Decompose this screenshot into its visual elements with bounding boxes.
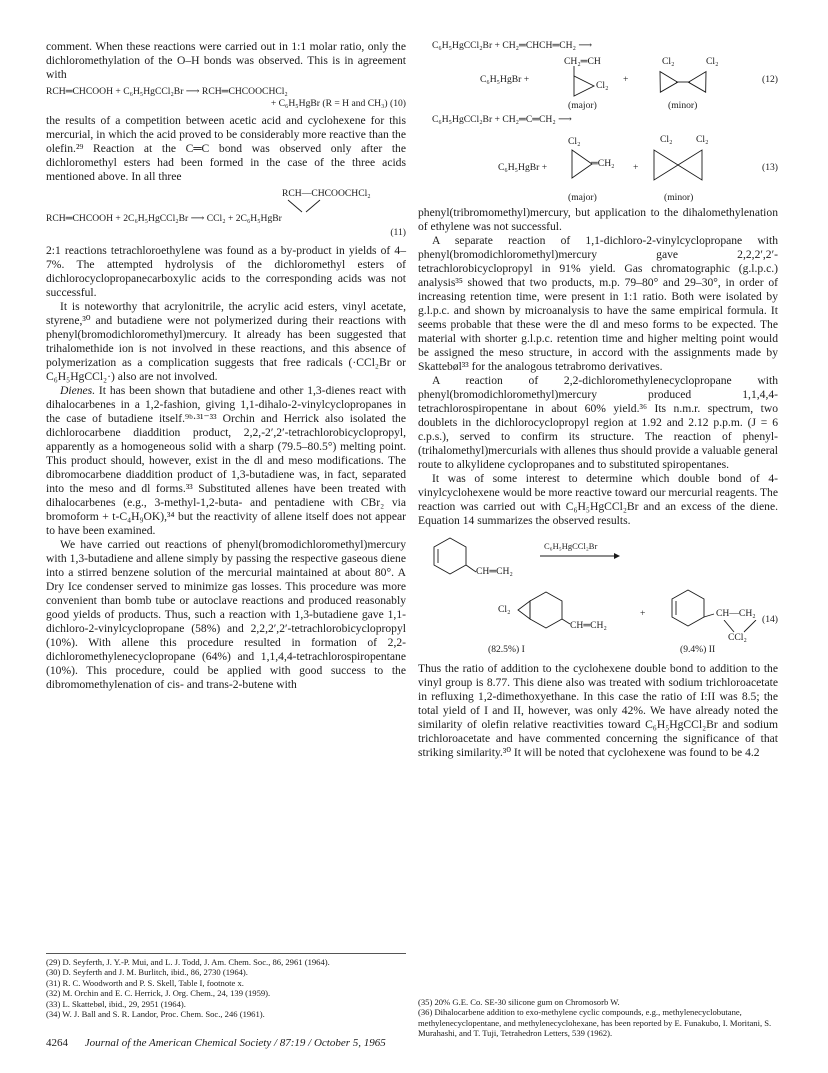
- equation-14-vinyl2: CH═CH₂: [570, 620, 607, 631]
- paragraph-dienes: [46, 384, 406, 538]
- equation-12-prefix: C₆H₅HgBr +: [480, 74, 530, 85]
- equation-13: [418, 114, 778, 206]
- equation-13-cl2c: Cl₂: [696, 134, 709, 145]
- journal-citation: Journal of the American Chemical Society / 87:19 / October 5, 1965: [84, 1037, 386, 1049]
- reaction-arrow-icon: [540, 552, 620, 560]
- equation-14-reagent: C₆H₅HgCCl₂Br: [544, 541, 598, 551]
- page-number: 4264: [46, 1037, 68, 1049]
- footnotes-right: [418, 997, 778, 1039]
- equation-12-cl2c: Cl₂: [706, 56, 719, 67]
- footnote: (35) 20% G.E. Co. SE-30 silicone gum on Chromosorb W.: [418, 997, 620, 1007]
- right-column: [418, 40, 778, 760]
- equation-14: [418, 532, 778, 656]
- left-column: [46, 40, 406, 692]
- equation-14-ch: CH—CH₂: [716, 608, 756, 619]
- paragraph: A reaction of 2,2-dichloromethylenecyclopropane with phenyl(bromodichloromethyl)mercury produced 1,1,4,4-tetrachlorospiropentane in about 60% yield.³⁶ Its n.m.r. spectrum, two doublets in the dichlorocyclopropyl region at 1.92 and 2.12 p.p.m. (J = 6 c.p.s.), served to confirm its structure. The reaction of phenyl-(trihalomethyl)mercurials with allenes thus should provide a valuable general route to alkylidene cyclopropanes and to substituted spiropentanes.: [418, 374, 778, 471]
- equation-10-line2: + C₆H₅HgBr (R = H and CH₃) (10): [270, 98, 406, 109]
- footnote: (31) R. C. Woodworth and P. S. Skell, Table I, footnote x.: [46, 977, 244, 988]
- equation-12-number: (12): [762, 74, 778, 85]
- equation-13-minor: (minor): [664, 192, 694, 203]
- equation-11: [46, 188, 406, 240]
- paragraph: It is noteworthy that acrylonitrile, the acrylic acid esters, vinyl acetate, styrene,³⁰ and butadiene were not polymerized during their reactions with phenyl(bromodichloromethyl)mercury. It already has been suggested that trihalomethide ion is not involved in these reactions, and this absence of polymerization as a complication suggests that free radicals (·CCl₂Br or C₆H₅HgCCl₂·) also are not involved.: [46, 300, 406, 383]
- paragraph: It was of some interest to determine which double bond of 4-vinylcyclohexene would be more reactive toward our mercurial reagents. The reaction was carried out with C₆H₅HgCCl₂Br and an excess of the diene. Equation 14 summarizes the observed results.: [418, 472, 778, 527]
- equation-12-cl2b: Cl₂: [662, 56, 675, 67]
- equation-12: [418, 40, 778, 114]
- equation-13-plus: +: [633, 162, 639, 173]
- footnote: (29) D. Seyferth, J. Y.-P. Mui, and L. J. Todd, J. Am. Chem. Soc., 86, 2961 (1964).: [46, 957, 330, 967]
- equation-number-11: (11): [390, 227, 406, 238]
- cyclopropane-bonds-icon: [284, 199, 324, 215]
- paragraph: comment. When these reactions were carried out in 1:1 molar ratio, only the dichloromethylation of the O–H bonds was observed. This is in agreement with: [46, 40, 406, 81]
- footnote: (32) M. Orchin and E. C. Herrick, J. Org. Chem., 24, 139 (1959).: [46, 988, 271, 999]
- paragraph: phenyl(tribromomethyl)mercury, but application to the dihalomethylenation of ethylene was not successful.: [418, 206, 778, 233]
- footnotes-left: [46, 953, 406, 1019]
- equation-12-vinyl: CH₂═CH: [564, 56, 601, 67]
- paragraph: We have carried out reactions of phenyl(bromodichloromethyl)mercury with 1,3-butadiene and allene simply by passing the respective gaseous diene into a stirred benzene solution of the mercurial maintained at about 80°. A Dry Ice condenser served to minimize gas losses. This procedure was more convenient than bomb tube or autoclave reactions and produced reasonably good yields of products. Thus, such a reaction with 1,3-butadiene gave 1,1-dichloro-2-vinylcyclopropane (58%) and 2,2,2′,2′-tetrachlorobicyclopropyl (10%). With allene this procedure resulted in formation of 2,2-dichloromethylenecyclopropane (64%) and 1,1,4,4-tetrachlorospiropentane (10%). This procedure, could be applied with good success to the dibromomethylenation of cis- and trans-2-butene with: [46, 538, 406, 691]
- page-footer: [46, 1036, 786, 1050]
- footnote: (33) L. Skattebøl, ibid., 29, 2951 (1964).: [46, 998, 186, 1009]
- equation-11-top: RCH—CHCOOCHCl₂: [282, 188, 371, 199]
- equation-12-plus: +: [623, 74, 629, 85]
- paragraph: Thus the ratio of addition to the cyclohexene double bond to addition to the vinyl group is 8.77. This diene also was treated with sodium trichloroacetate in refluxing 1,2-dimethoxyethane. In this case the ratio of I:II was 8.5; the total yield of I and II, however, was only 42%. We have already noted the similarity of olefin relative reactivities toward C₆H₅HgCCl₂Br and sodium trichloroacetate and have commented concerning the significance of that striking similarity.³⁰ It will be noted that cyclohexene was found to be 4.2: [418, 662, 778, 759]
- footnote: (34) W. J. Ball and S. R. Landor, Proc. Chem. Soc., 246 (1961).: [46, 1009, 265, 1020]
- paragraph: A separate reaction of 1,1-dichloro-2-vinylcyclopropane with phenyl(bromodichloromethyl)mercury gave 2,2,2′,2′-tetrachlorobicyclopropyl in 91% yield. Gas chromatographic (g.l.p.c.) analysis³⁵ showed that two products, m.p. 79–80° and 29–30°, in order of increasing retention time, were present in 1:1 ratio. Both were isolated by g.l.p.c. and shown by microanalysis to have the same empirical formula. It seems probable that these were the dl and meso forms to be expected. The material with shorter g.l.p.c. retention time and higher melting point would be assigned the meso structure, in accord with the assignments made by Skattebøl³³ for the analogous tetrabromo derivatives.: [418, 234, 778, 373]
- equation-14-ccl2: CCl₂: [728, 632, 747, 643]
- equation-13-ch2: ═CH₂: [591, 158, 615, 169]
- footnote: (36) Dihalocarbene addition to exo-methylene cyclic compounds, e.g., methylenecyclobutane, methylenecyclopentane, and methylenecyclohexane, has been reported by E. Funakubo, I. Moritani, S. Murahashi, and T. Tuji, Tetrahedron Letters, 539 (1962).: [418, 1007, 772, 1039]
- footnote: (30) D. Seyferth and J. M. Burlitch, ibid., 86, 2730 (1964).: [46, 967, 248, 978]
- section-heading: Dienes.: [60, 384, 96, 397]
- bicyclopropyl-structure-icon: [648, 68, 718, 98]
- equation-13-cl2a: Cl₂: [568, 136, 581, 147]
- equation-11-line: RCH═CHCOOH + 2C₆H₅HgCCl₂Br ⟶ CCl₂ + 2C₆H₅HgBr: [46, 213, 282, 224]
- equation-13-cl2b: Cl₂: [660, 134, 673, 145]
- equation-14-number: (14): [762, 614, 778, 625]
- equation-14-yield-1: (82.5%) I: [488, 644, 525, 655]
- paragraph: the results of a competition between acetic acid and cyclohexene for this mercurial, in which the acid proved to be considerably more reactive than the olefin.²⁹ Reaction at the C═C bond was observed only after the dichloromethyl esters had been formed in the case of the three acids mentioned above. In all three: [46, 114, 406, 183]
- equation-14-yield-2: (9.4%) II: [680, 644, 716, 655]
- equation-13-line: C₆H₅HgCCl₂Br + CH₂═C═CH₂ ⟶: [432, 114, 572, 125]
- vinylcyclopropane-structure-icon: [568, 66, 618, 102]
- equation-12-line: C₆H₅HgCCl₂Br + CH₂═CHCH═CH₂ ⟶: [432, 40, 593, 51]
- equation-14-plus: +: [640, 608, 646, 619]
- equation-12-minor: (minor): [668, 100, 698, 111]
- equation-13-prefix: C₆H₅HgBr +: [498, 162, 548, 173]
- equation-10-line1: RCH═CHCOOH + C₆H₅HgCCl₂Br ⟶ RCH═CHCOOCHCl₂: [46, 86, 288, 97]
- equation-14-vinyl: CH═CH₂: [476, 566, 513, 577]
- equation-12-cl2a: Cl₂: [596, 80, 609, 91]
- equation-13-major: (major): [568, 192, 597, 203]
- equation-12-major: (major): [568, 100, 597, 111]
- paragraph-text: It has been shown that butadiene and other 1,3-dienes react with dihalocarbenes in a 1,2-fashion, giving 1,1-dihalo-2-vinylcyclopropanes in the case of butadiene itself.⁹ᵇ·³¹⁻³³ Orchin and Herrick also isolated the dichlorocarbene diaddition product, 2,2,-2′,2′-tetrachlorobicyclopropyl, apparently as a homogeneous solid with a sharp (79.5–80.5°) melting point. This product should, however, exist in the dl and meso modifications. The dibromocarbene diaddition product of 1,3-butadiene was, in fact, separated into the meso and dl forms.³³ Substituted allenes have been treated with dihalocarbenes (e.g., 3-methyl-1,2-buta- and pentadiene with CBr₂ via bromoform + t-C₄H₉OK),³⁴ but the reactivity of allene itself does not appear to have been examined.: [46, 384, 406, 537]
- spiropentane-structure-icon: [650, 146, 710, 186]
- equation-13-number: (13): [762, 162, 778, 173]
- cyclohexenyl-cyclopropane-structure-icon: [668, 588, 722, 634]
- dichloronorcarane-structure-icon: [512, 590, 576, 640]
- equation-14-cl2: Cl₂: [498, 604, 511, 615]
- paragraph: 2:1 reactions tetrachloroethylene was found as a by-product in yields of 4–7%. The attempted hydrolysis of the dichloromethyl esters of dichlorocyclopropanecarboxylic acids to the corresponding acids was not successful.: [46, 244, 406, 299]
